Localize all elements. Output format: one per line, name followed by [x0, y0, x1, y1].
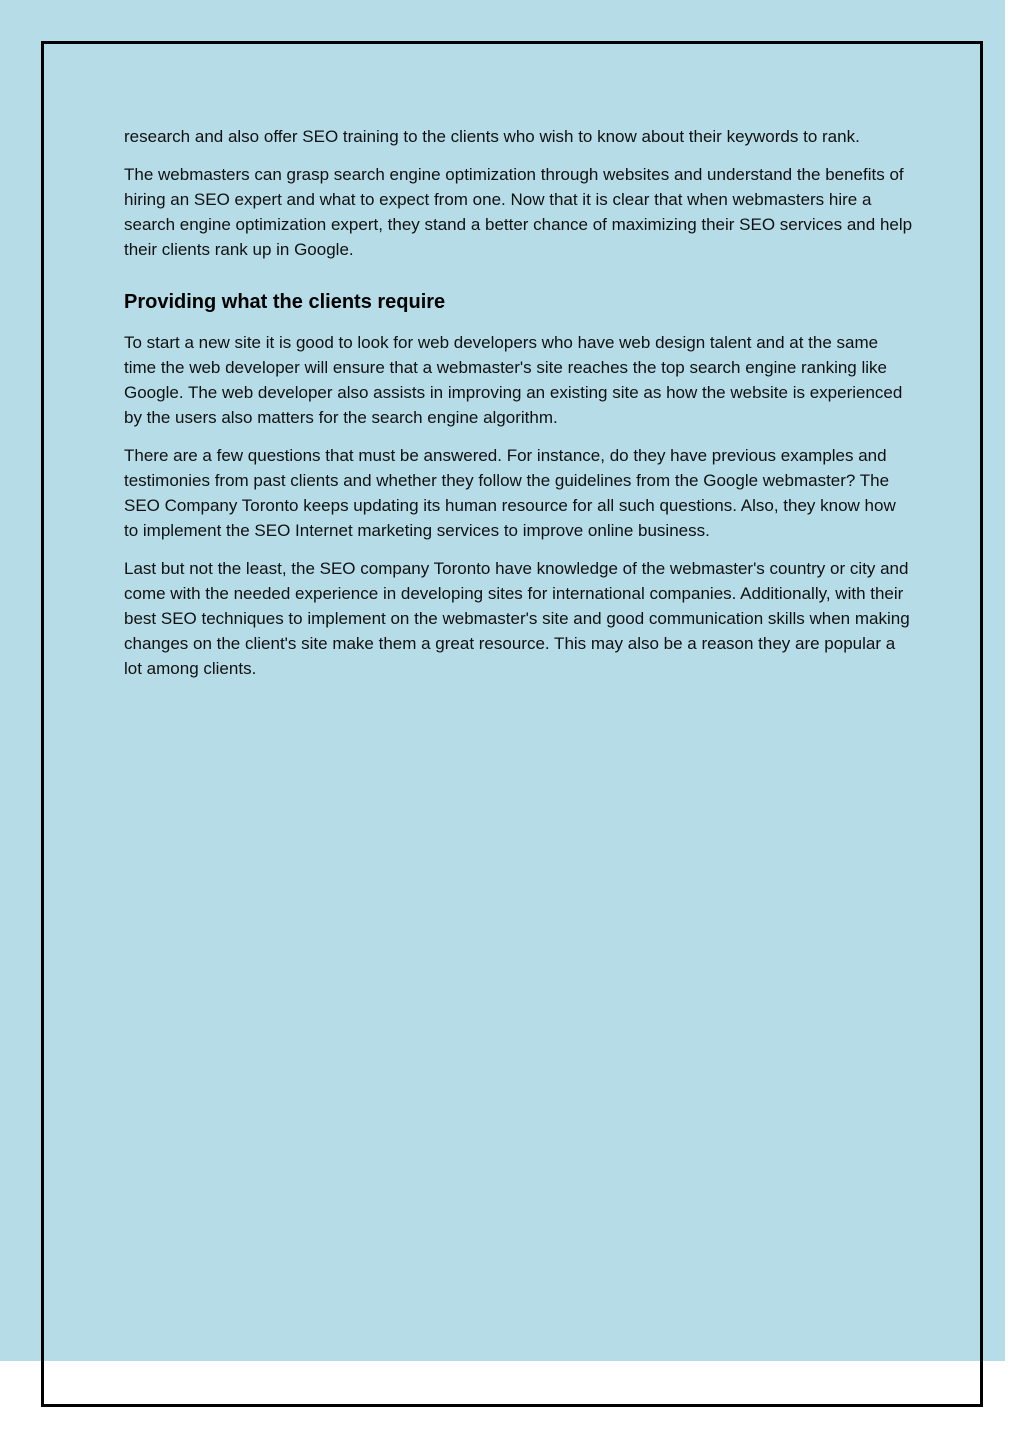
paragraph: There are a few questions that must be answered. For instance, do they have previous examples and testimonies from past clients and whether they follow the guidelines from the Google webmaster? The SEO Company Toronto keeps updating its human resource for all such questions. Also, they know how to implement the SEO Internet marketing services to improve online business.: [124, 446, 896, 540]
paragraph: The webmasters can grasp search engine optimization through websites and understand the benefits of hiring an SEO expert and what to expect from one. Now that it is clear that when webmasters hire a search engine optimization expert, they stand a better chance of maximizing their SEO services and help their clients rank up in Google.: [124, 165, 913, 259]
paragraph: Last but not the least, the SEO company Toronto have knowledge of the webmaster's country or city and come with the needed experience in developing sites for international companies. Additionally, with their best SEO techniques to implement on the webmaster's site and good communication skills when making changes on the client's site make them a great resource. This may also be a reason they are popular a lot among clients.: [124, 559, 910, 678]
section-heading: Providing what the clients require: [124, 291, 446, 313]
document-body: [124, 124, 914, 694]
paragraph: To start a new site it is good to look for web developers who have web design talent and at the same time the web developer will ensure that a webmaster's site reaches the top search engine ranking like Google. The web developer also assists in improving an existing site as how the website is experienced by the users also matters for the search engine algorithm.: [124, 333, 903, 427]
paragraph: research and also offer SEO training to the clients who wish to know about their keywords to rank.: [124, 127, 860, 146]
